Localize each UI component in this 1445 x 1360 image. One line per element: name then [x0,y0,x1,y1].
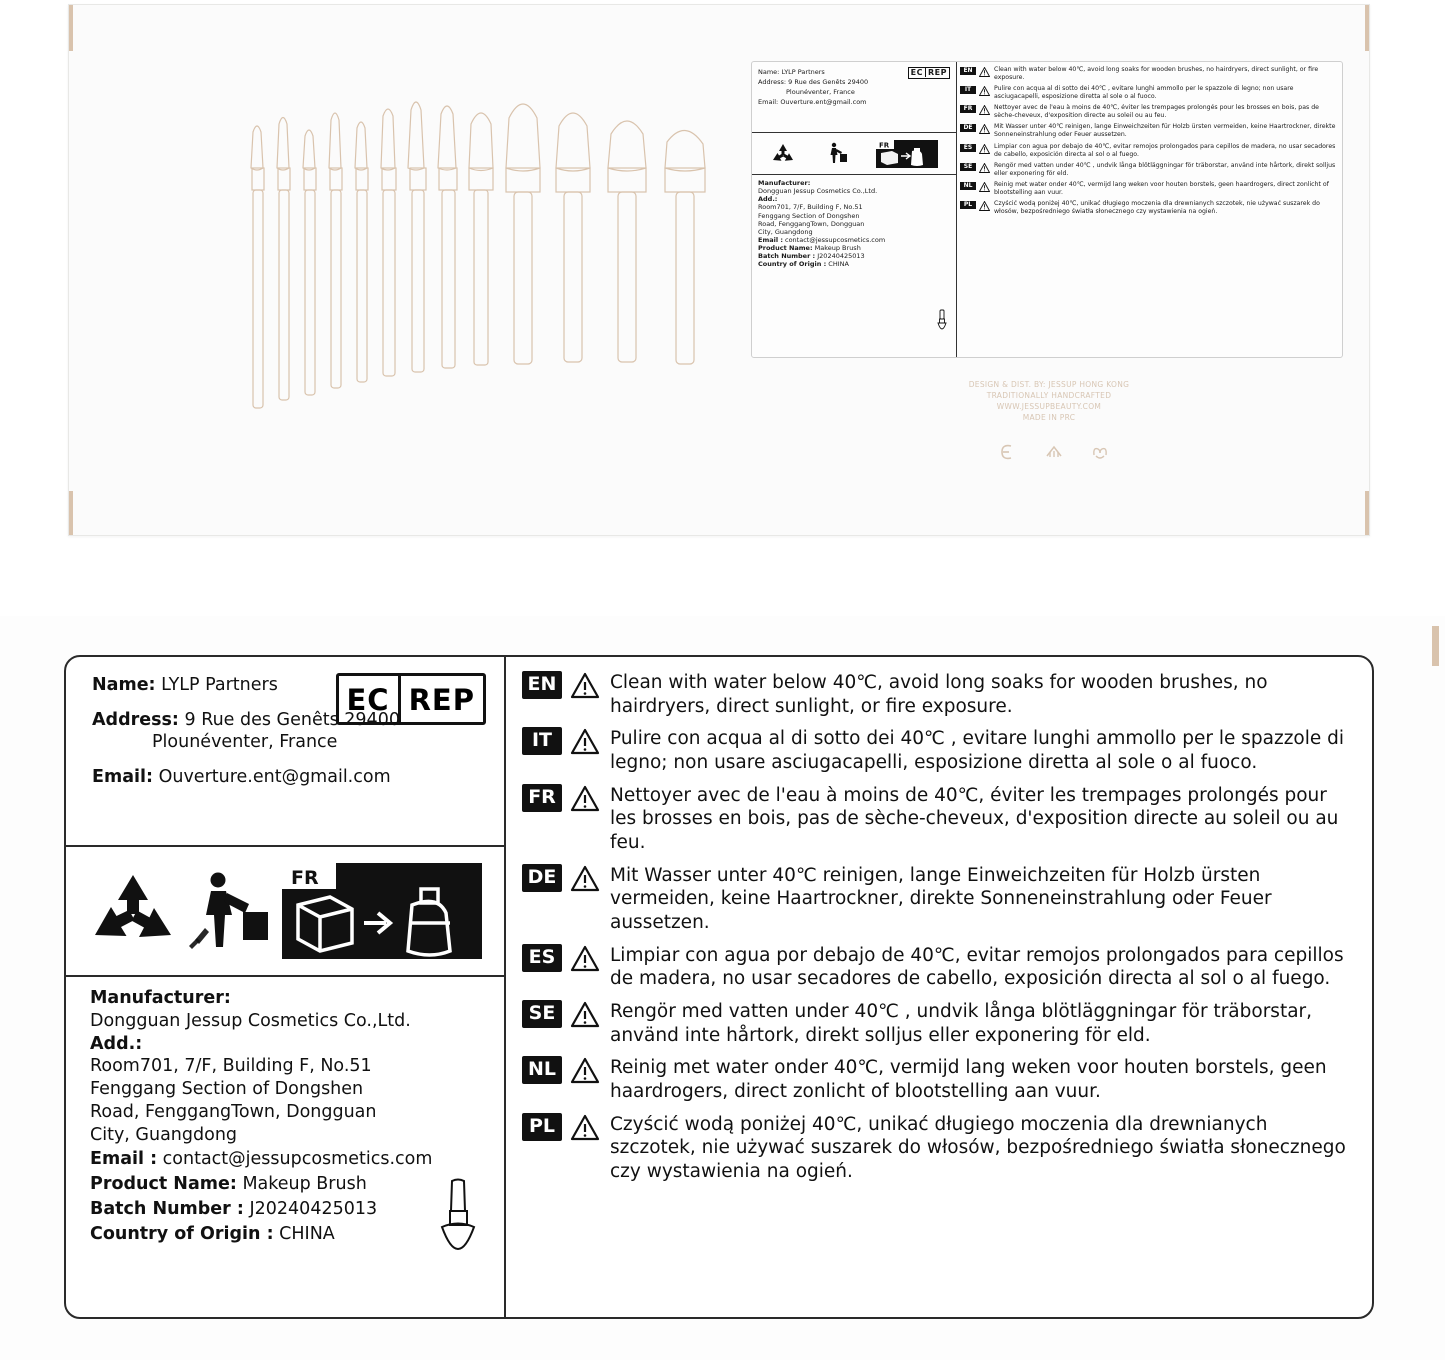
mini-warning-text: Nettoyer avec de l'eau à moins de 40℃, éviter les trempages prolongés pour les brosses en bois, pas de sèche-cheveux, d'exposition directe au soleil ou au feu. [994,104,1319,120]
warning-triangle-icon [570,728,600,755]
packaging-sort-icon [282,863,482,959]
manufacturer-email-key: Email : [90,1149,158,1170]
mini-lang-code: PL [960,201,976,209]
ec-rep-left-small: EC [911,68,926,77]
mini-lang-code: NL [960,182,976,190]
warning-row-it [522,727,1358,774]
packaging-sort-icon [876,140,938,168]
mini-email-key: Email: [758,98,779,107]
rep-email-value: Ouverture.ent@gmail.com [158,766,391,787]
rep-name-key: Name: [92,675,156,695]
mini-warning-row [960,181,1337,197]
country-of-origin-value: CHINA [279,1223,335,1244]
warning-row-pl [522,1113,1358,1184]
label-left-column [66,657,506,1317]
manufacturer-company: Dongguan Jessup Cosmetics Co.,Ltd. [90,1010,411,1031]
rep-email-line [92,767,488,789]
warning-triangle-icon [570,785,600,812]
mini-warning-text: Rengör med vatten under 40℃ , undvik långa blötläggningar för träborstar, använd inte hårtork, direkt solljus eller exponering för eld. [994,161,1336,177]
warning-triangle-icon [570,672,600,699]
mini-batch-key: Batch Number : [758,252,816,261]
recycle-mobius-icon [770,142,796,166]
recycle-mobius-icon [88,869,178,953]
lang-code-fr: FR [522,784,562,812]
mini-add-line-1: Room701, 7/F, Building F, No.51 [758,203,863,212]
mini-lang-code: FR [960,105,976,113]
rep-email-key: Email: [92,766,153,787]
warning-row-fr [522,784,1358,855]
lang-code-en: EN [522,671,562,699]
mini-add-line-4: City, Guangdong [758,227,813,236]
warning-triangle-icon [979,182,990,192]
mini-lang-code: DE [960,124,976,132]
brush-set-illustration [169,80,759,450]
mini-batch-value: J20240425013 [817,252,865,261]
mini-batch-row [758,252,950,260]
warning-triangle-icon [570,1001,600,1028]
mini-lang-code: EN [960,67,976,75]
manufacturer-add-line-3: Road, FenggangTown, Dongguan [90,1101,377,1122]
lang-code-es: ES [522,944,562,972]
fr-sort-code: FR [290,867,319,889]
mini-warning-row [960,104,1337,120]
mini-warning-row [960,200,1337,216]
mini-email-value: Ouverture.ent@gmail.com [780,98,867,107]
warning-text-es: Limpiar con agua por debajo de 40℃, evitar remojos prolongados para cepillos de madera, no usar secadores de cabello, exposición directa al sol o al fuego. [610,944,1344,990]
warning-triangle-icon [979,144,990,154]
mini-warnings-column [957,62,1342,357]
ec-rep-mark-small [908,67,950,79]
mini-mfr-email-value: contact@jessupcosmetics.com [785,235,886,244]
manufacturer-add-line-4: City, Guangdong [90,1124,238,1145]
mini-manufacturer-title: Manufacturer: [758,179,811,187]
rep-address-value-2: Plounéventer, France [152,731,338,752]
mini-name-value: LYLP Partners [781,68,825,76]
box-print-icon-row [999,443,1109,461]
ec-rep-right-small: REP [928,68,947,77]
makeup-brush-icon [430,1177,486,1273]
warning-text-de: Mit Wasser unter 40℃ reinigen, lange Einweichzeiten für Holzb ürsten vermeiden, keine Haartrockner, direkte Sonneneinstrahlung oder Feuer aussetzen. [610,864,1272,934]
mini-warning-row [960,85,1337,101]
warning-triangle-icon [979,67,990,77]
lang-code-de: DE [522,864,562,892]
keep-dry-icon [1045,443,1063,461]
box-print-line-3: WWW.JESSUPBEAUTY.COM [996,401,1102,411]
manufacturer-add-key: Add.: [90,1033,143,1054]
e-mark-icon [999,443,1017,461]
manufacturer-email-row [90,1148,490,1171]
country-of-origin-key: Country of Origin : [90,1223,274,1244]
box-print-line-1: DESIGN & DIST. BY: JESSUP HONG KONG [968,380,1130,389]
warning-text-en: Clean with water below 40℃, avoid long soaks for wooden brushes, no hairdryers, direct sunlight, or fire exposure. [610,672,1268,717]
mini-manufacturer-company: Dongguan Jessup Cosmetics Co.,Ltd. [758,187,878,196]
box-corner-top-left [69,5,73,51]
mini-warning-row [960,66,1337,82]
mini-name-key: Name: [758,68,780,76]
do-not-litter-icon [823,141,849,167]
manufacturer-add-line-1: Room701, 7/F, Building F, No.51 [90,1056,372,1077]
label-closeup-photo [0,608,1445,1360]
product-name-key: Product Name: [90,1174,237,1194]
mini-origin-row [758,260,950,268]
mini-warning-text: Mit Wasser unter 40℃ reinigen, lange Einweichzeiten für Holzb ürsten vermeiden, keine Haartrockner, direkte Sonneneinstrahlung oder Feuer aussetzen. [994,123,1336,139]
warnings-column [506,657,1372,1317]
mini-email-row [758,236,950,244]
mini-product-value: Makeup Brush [814,244,861,252]
mini-lang-code: SE [960,163,976,171]
mini-manufacturer-block [752,175,956,357]
box-print-line-4: MADE IN PRC [1022,412,1076,422]
box-corner-accent [1432,626,1439,666]
ec-rep-left: EC [339,676,401,722]
mini-origin-key: Country of Origin : [758,260,827,269]
mini-representative-block [752,62,956,133]
product-box [68,4,1370,536]
mini-add-line-2: Fenggang Section of Dongshen [758,211,860,220]
mini-address-key: Address: [758,78,787,87]
warning-triangle-icon [979,201,990,211]
product-box-photo [0,0,1445,595]
warning-triangle-icon [979,86,990,96]
mini-address-value-1: 9 Rue des Genêts 29400 [788,78,869,87]
warning-text-nl: Reinig met water onder 40℃, vermijd lang weken voor houten borstels, geen haardrogers, direct zonlicht of blootstelling aan vuur. [610,1057,1327,1103]
warning-triangle-icon [979,163,990,173]
warning-row-es [522,944,1358,991]
manufacturer-add-line-2: Fenggang Section of Dongshen [90,1079,364,1099]
warning-triangle-icon [570,945,600,972]
manufacturer-block [66,977,504,1317]
box-corner-bottom-right [1365,491,1369,535]
mini-symbols-row [752,133,956,175]
fr-sort-code: FR [879,141,890,149]
box-print-line-2: TRADITIONALLY HANDCRAFTED [986,390,1112,400]
rep-address-key: Address: [92,709,179,730]
mini-address-value-2: Plounéventer, France [786,88,855,97]
ec-rep-right: REP [408,683,475,717]
lang-code-nl: NL [522,1056,562,1084]
mini-warning-row [960,123,1337,139]
mini-lang-code: IT [960,86,976,94]
compliance-label [64,655,1374,1319]
warning-row-de [522,864,1358,935]
box-print-footer [919,380,1179,424]
warning-row-en [522,671,1358,718]
warning-triangle-icon [570,865,600,892]
mini-product-row [758,244,950,252]
warning-triangle-icon [570,1114,600,1141]
manufacturer-title: Manufacturer: [90,988,231,1008]
ec-rep-mark [336,673,487,725]
rep-address-value-1: 9 Rue des Genêts 29400 [184,709,400,730]
warning-row-nl [522,1056,1358,1103]
mini-address-line [758,78,950,86]
authorized-representative-block [66,657,504,847]
mini-mfr-email-key: Email : [758,235,783,244]
box-compliance-label-small [751,61,1343,358]
mini-add-key: Add.: [758,195,778,204]
mini-warning-row [960,143,1337,159]
mini-email-line [758,98,950,106]
mini-warning-text: Reinig met water onder 40℃, vermijd lang weken voor houten borstels, geen haardrogers, direct zonlicht of blootstelling aan vuur. [994,180,1329,196]
mini-product-key: Product Name: [758,244,813,252]
lang-code-se: SE [522,1000,562,1028]
product-name-value: Makeup Brush [242,1174,367,1194]
batch-number-key: Batch Number : [90,1198,244,1219]
mini-origin-value: CHINA [828,260,849,269]
warning-triangle-icon [979,105,990,115]
cruelty-free-icon [1091,443,1109,461]
makeup-brush-icon-small [934,309,950,335]
warning-text-se: Rengör med vatten under 40℃ , undvik långa blötläggningar för träborstar, använd inte hårtork, direkt solljus eller exponering för eld. [610,1001,1313,1046]
mini-warning-row [960,162,1337,178]
mini-warning-text: Czyścić wodą poniżej 40℃, unikać długiego moczenia dla drewnianych szczotek, nie używać suszarek do włosów, bezpośredniego światła słonecznego czy wystawienia na ogień. [994,199,1320,215]
mini-warning-text: Limpiar con agua por debajo de 40℃, evitar remojos prolongados para cepillos de madera, no usar secadores de cabello, exposición directa al sol o al fuego. [994,142,1336,158]
mini-warning-text: Clean with water below 40℃, avoid long soaks for wooden brushes, no hairdryers, direct sunlight, or fire exposure. [994,66,1319,82]
box-corner-bottom-left [69,491,73,535]
rep-name-value: LYLP Partners [161,675,278,695]
warning-row-se [522,1000,1358,1047]
warning-triangle-icon [979,124,990,134]
do-not-litter-icon [187,868,273,954]
mini-warning-text: Pulire con acqua al di sotto dei 40℃ , evitare lunghi ammollo per le spazzole di legno; non usare asciugacapelli, esposizione diretta al sole o al fuoco. [994,85,1294,101]
warning-triangle-icon [570,1057,600,1084]
box-corner-top-right [1365,5,1369,51]
symbols-row [66,847,504,977]
manufacturer-email-value: contact@jessupcosmetics.com [162,1149,433,1170]
warning-text-it: Pulire con acqua al di sotto dei 40℃ , evitare lunghi ammollo per le spazzole di legno; non usare asciugacapelli, esposizione diretta al sole o al fuoco. [610,728,1345,774]
warning-text-fr: Nettoyer avec de l'eau à moins de 40℃, éviter les trempages prolongés pour les brosses en bois, pas de sèche-cheveux, d'exposition directe au soleil ou au feu. [610,784,1339,854]
batch-number-value: J20240425013 [249,1198,378,1219]
warning-text-pl: Czyścić wodą poniżej 40℃, unikać długiego moczenia dla drewnianych szczotek, nie używać suszarek do włosów, bezpośredniego światła słonecznego czy wystawienia na ogień. [610,1113,1346,1183]
lang-code-it: IT [522,727,562,755]
mini-add-line-3: Road, FenggangTown, Dongguan [758,219,865,228]
mini-label-left-column [752,62,957,357]
lang-code-pl: PL [522,1113,562,1141]
mini-lang-code: ES [960,144,976,152]
